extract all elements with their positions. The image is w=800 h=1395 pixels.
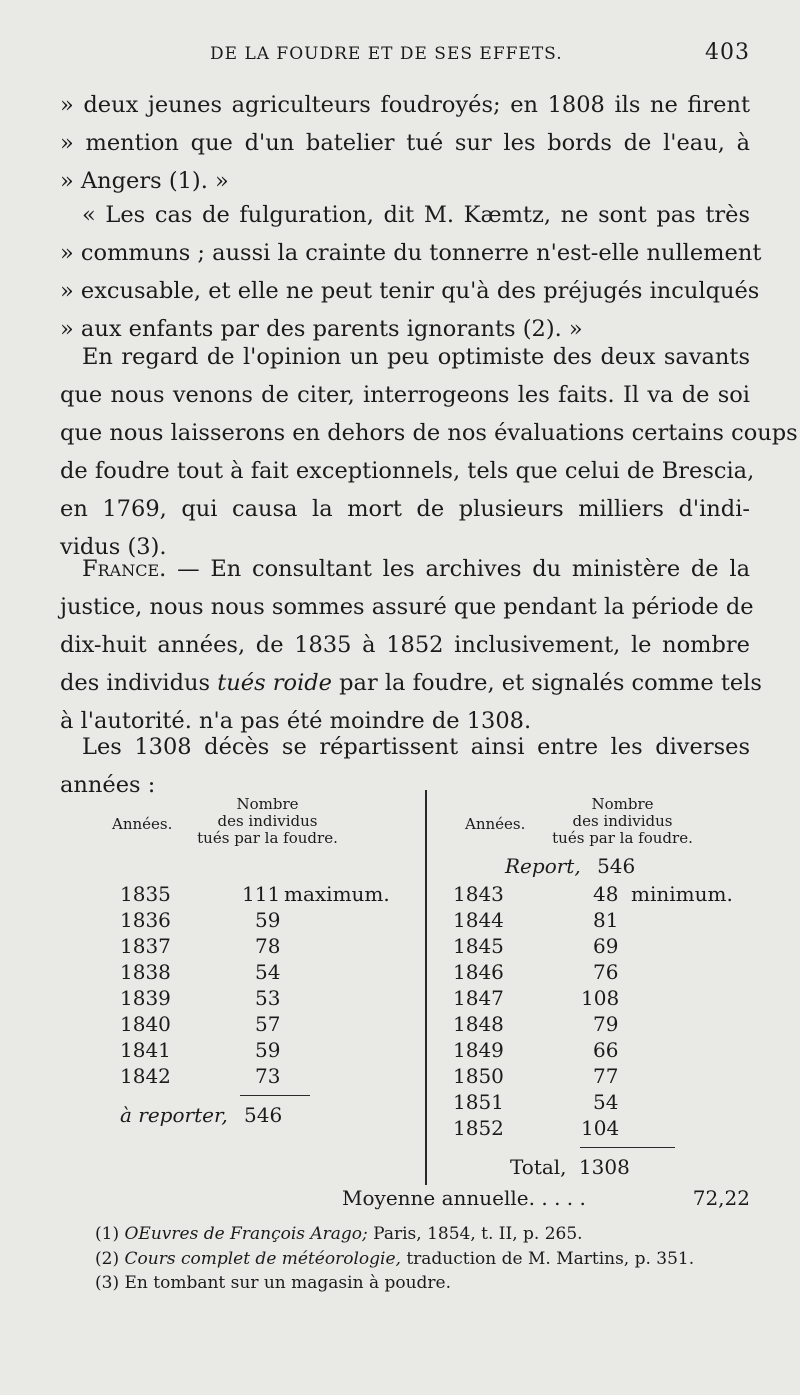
- paragraph-3: [60, 338, 798, 566]
- text-line: » deux jeunes agriculteurs foudroyés; en 1808 ils ne firent: [60, 92, 750, 118]
- text-line: [60, 664, 762, 702]
- value-cell: 77: [593, 1064, 619, 1088]
- header-years-right: Années.: [465, 815, 526, 833]
- section-lead-france: France.: [82, 556, 167, 582]
- text-line: en 1769, qui causa la mort de plusieurs milliers d'indi-: [60, 496, 750, 522]
- value-cell: 53: [255, 986, 281, 1010]
- year-cell: 1841: [120, 1038, 171, 1062]
- running-title: DE LA FOUDRE ET DE SES EFFETS.: [210, 44, 563, 64]
- running-head: [60, 40, 750, 74]
- footnote-text: Paris, 1854, t. II, p. 265.: [367, 1224, 583, 1244]
- footnote-title: OEuvres de François Arago;: [124, 1224, 368, 1244]
- text-line: En regard de l'opinion un peu optimiste des deux savants: [82, 344, 750, 370]
- value-cell: 73: [255, 1064, 281, 1088]
- text-line: [60, 550, 750, 588]
- header-line: des individus: [572, 812, 673, 830]
- value-cell: 59: [255, 1038, 281, 1062]
- paragraph-4: [60, 550, 762, 740]
- emphasis-text: tués roide: [217, 670, 332, 696]
- text-line: à l'autorité. n'a pas été moindre de 1308.: [60, 708, 532, 734]
- page-number: 403: [705, 40, 750, 65]
- text-line: « Les cas de fulguration, dit M. Kæmtz, ne sont pas très: [82, 202, 750, 228]
- year-cell: 1837: [120, 934, 171, 958]
- footnote-mark: (3): [95, 1273, 120, 1293]
- year-cell: 1835: [120, 882, 171, 906]
- text-line: que nous venons de citer, interrogeons les faits. Il va de soi: [60, 382, 750, 408]
- value-cell: 59: [255, 908, 281, 932]
- footnote-1: [95, 1222, 765, 1247]
- footnote-text: traduction de M. Martins, p. 351.: [400, 1248, 695, 1269]
- carry-label: à reporter,: [120, 1103, 228, 1127]
- paragraph-2: [60, 196, 762, 348]
- year-cell: 1842: [120, 1064, 171, 1088]
- deaths-table: [80, 790, 760, 1210]
- note-cell: minimum.: [631, 882, 733, 906]
- footnotes: [95, 1222, 765, 1296]
- year-cell: 1848: [453, 1012, 504, 1036]
- header-line: tués par la foudre.: [552, 829, 693, 847]
- year-cell: 1846: [453, 960, 504, 984]
- year-cell: 1851: [453, 1090, 504, 1114]
- total-label: Total,: [510, 1155, 567, 1179]
- header-line: Nombre: [236, 795, 299, 813]
- average-row: [342, 1186, 750, 1212]
- year-cell: 1844: [453, 908, 504, 932]
- year-cell: 1840: [120, 1012, 171, 1036]
- text-line: années :: [60, 772, 156, 798]
- value-cell: 66: [593, 1038, 619, 1062]
- header-years-left: Années.: [112, 815, 173, 833]
- year-cell: 1836: [120, 908, 171, 932]
- value-cell: 108: [581, 986, 620, 1010]
- text-line: » communs ; aussi la crainte du tonnerre n'est-elle nullement: [60, 240, 762, 266]
- year-cell: 1843: [453, 882, 504, 906]
- year-cell: 1852: [453, 1116, 504, 1140]
- report-label: Report,: [505, 854, 581, 878]
- header-line: des individus: [217, 812, 318, 830]
- value-cell: 69: [593, 934, 619, 958]
- total-row: [510, 1155, 630, 1181]
- value-cell: 79: [593, 1012, 619, 1036]
- report-value: 546: [597, 854, 636, 878]
- carry-value: 546: [244, 1103, 283, 1127]
- footnote-3: [95, 1271, 765, 1296]
- column-divider: [425, 790, 427, 1185]
- text-line: que nous laisserons en dehors de nos évaluations certains coups: [60, 420, 798, 446]
- paragraph-1: [60, 86, 750, 200]
- average-label: Moyenne annuelle. . . . .: [342, 1186, 586, 1210]
- header-count-right: [530, 796, 715, 847]
- text-line: dix-huit années, de 1835 à 1852 inclusivement, le nombre: [60, 632, 750, 658]
- value-cell: 78: [255, 934, 281, 958]
- text-run: par la foudre, et signalés comme tels: [331, 670, 762, 696]
- total-value: 1308: [578, 1155, 630, 1179]
- value-cell: 57: [255, 1012, 281, 1036]
- year-cell: 1838: [120, 960, 171, 984]
- average-value: 72,22: [692, 1186, 750, 1210]
- footnote-2: [95, 1247, 765, 1272]
- year-cell: 1850: [453, 1064, 504, 1088]
- footnote-mark: (1): [95, 1224, 120, 1244]
- text-line: Les 1308 décès se répartissent ainsi entre les diverses: [82, 734, 750, 760]
- text-run: des individus: [60, 670, 218, 696]
- year-cell: 1849: [453, 1038, 504, 1062]
- year-cell: 1845: [453, 934, 504, 958]
- text-line: » aux enfants par des parents ignorants (2). »: [60, 316, 583, 342]
- value-cell: 54: [593, 1090, 619, 1114]
- value-cell: 111: [242, 882, 281, 906]
- sum-rule-right: [580, 1147, 675, 1148]
- value-cell: 104: [581, 1116, 620, 1140]
- year-cell: 1847: [453, 986, 504, 1010]
- footnote-mark: (2): [95, 1248, 120, 1269]
- value-cell: 54: [255, 960, 281, 984]
- text-run: — En consultant les archives du ministère de la: [166, 556, 750, 582]
- sum-rule-left: [240, 1095, 310, 1096]
- year-cell: 1839: [120, 986, 171, 1010]
- footnote-text: En tombant sur un magasin à poudre.: [119, 1273, 452, 1293]
- text-line: » excusable, et elle ne peut tenir qu'à des préjugés inculqués: [60, 278, 760, 304]
- report-row: [505, 854, 635, 880]
- text-line: » Angers (1). »: [60, 168, 229, 194]
- header-line: Nombre: [591, 795, 654, 813]
- carry-row: [120, 1103, 282, 1129]
- note-cell: maximum.: [284, 882, 390, 906]
- header-count-left: [175, 796, 360, 847]
- text-line: de foudre tout à fait exceptionnels, tels que celui de Brescia,: [60, 458, 755, 484]
- text-line: vidus (3).: [60, 534, 167, 560]
- value-cell: 48: [593, 882, 619, 906]
- text-line: » mention que d'un batelier tué sur les bords de l'eau, à: [60, 130, 750, 156]
- value-cell: 76: [593, 960, 619, 984]
- value-cell: 81: [593, 908, 619, 932]
- header-line: tués par la foudre.: [197, 829, 338, 847]
- footnote-title: Cours complet de météorologie,: [124, 1248, 401, 1269]
- text-line: justice, nous nous sommes assuré que pendant la période de: [60, 594, 754, 620]
